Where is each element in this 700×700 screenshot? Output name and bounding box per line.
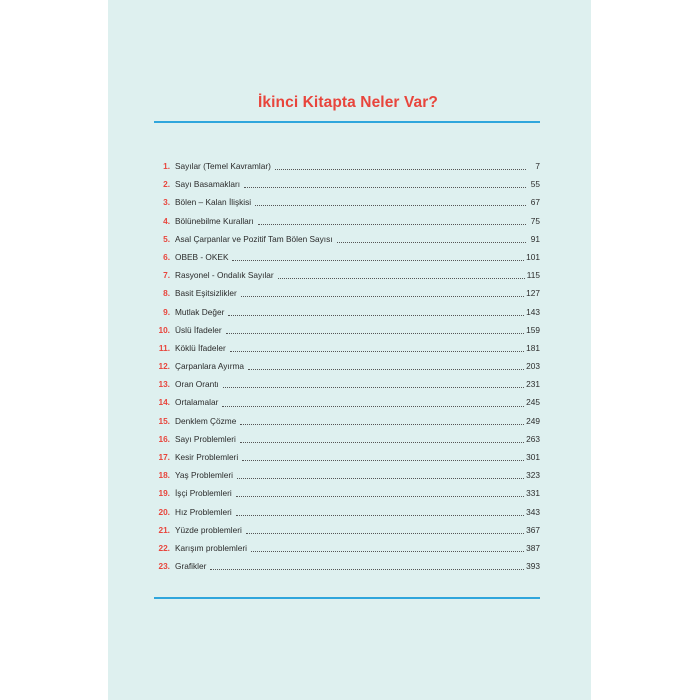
dot-leader	[337, 241, 526, 243]
toc-entry	[148, 539, 540, 557]
toc-entry-number: 13.	[158, 379, 170, 390]
toc-entry-title: Köklü İfadeler	[175, 342, 226, 353]
toc-entry	[148, 521, 540, 539]
toc-entry-page-number: 91	[530, 233, 540, 244]
toc-entry-title: Yüzde problemleri	[175, 524, 242, 535]
toc-entry-page-number: 159	[526, 324, 540, 335]
top-divider	[154, 121, 540, 123]
dot-leader	[237, 477, 524, 479]
dot-leader	[240, 441, 524, 443]
dot-leader	[223, 386, 524, 388]
toc-entry-title: Bölen – Kalan İlişkisi	[175, 197, 252, 208]
toc-entry	[148, 339, 540, 357]
toc-entry-page-number: 231	[526, 379, 540, 390]
toc-entry	[148, 230, 540, 248]
toc-entry	[148, 266, 540, 284]
toc-entry	[148, 248, 540, 266]
toc-entry-number: 1.	[163, 161, 170, 171]
toc-entry-title: Üslü İfadeler	[175, 324, 222, 335]
dot-leader	[275, 168, 526, 170]
toc-entry	[148, 321, 540, 339]
toc-entry	[148, 157, 540, 175]
toc-entry	[148, 412, 540, 430]
dot-leader	[232, 259, 524, 261]
toc-entry-title: Sayılar (Temel Kavramlar)	[175, 161, 271, 171]
toc-entry-title: Basit Eşitsizlikler	[175, 288, 237, 299]
toc-entry	[148, 212, 540, 230]
toc-entry-number: 19.	[158, 488, 170, 499]
toc-entry-page-number: 143	[526, 306, 540, 317]
toc-entry-number: 15.	[158, 415, 170, 426]
toc-entry-number: 16.	[158, 433, 170, 444]
dot-leader	[278, 277, 525, 279]
toc-entry-number: 10.	[158, 324, 170, 335]
toc-entry	[148, 175, 540, 193]
toc-entry-page-number: 203	[526, 361, 540, 372]
toc-entry-number: 5.	[163, 233, 170, 244]
toc-entry-page-number: 101	[526, 251, 540, 262]
toc-entry-number: 6.	[163, 251, 170, 262]
toc-entry-title: Yaş Problemleri	[175, 470, 233, 481]
toc-entry-page-number: 367	[526, 524, 540, 535]
toc-entry	[148, 557, 540, 575]
toc-entry	[148, 357, 540, 375]
toc-entry-number: 11.	[158, 342, 170, 353]
toc-entry	[148, 303, 540, 321]
bottom-divider	[154, 597, 540, 599]
toc-entry-title: Bölünebilme Kuralları	[175, 215, 254, 226]
dot-leader	[255, 204, 526, 206]
toc-entry-number: 9.	[163, 306, 170, 317]
toc-entry-number: 22.	[158, 542, 170, 553]
toc-entry	[148, 484, 540, 502]
dot-leader	[246, 532, 524, 534]
toc-entry	[148, 375, 540, 393]
toc-entry	[148, 503, 540, 521]
dot-leader	[210, 568, 524, 570]
toc-entry-page-number: 127	[526, 288, 540, 299]
toc-entry-title: Hız Problemleri	[175, 506, 232, 517]
book-page	[108, 0, 591, 700]
dot-leader	[251, 550, 524, 552]
toc-entry-number: 2.	[163, 179, 170, 190]
dot-leader	[226, 332, 525, 334]
toc-entry-title: Sayı Problemleri	[175, 433, 236, 444]
dot-leader	[244, 186, 526, 188]
toc-entry-page-number: 115	[526, 270, 540, 281]
toc-entry-page-number: 387	[526, 542, 540, 553]
toc-entry-number: 17.	[158, 452, 170, 462]
toc-entry-number: 8.	[163, 288, 170, 299]
dot-leader	[248, 368, 524, 370]
toc-entry-page-number: 7	[535, 161, 540, 171]
toc-entry-page-number: 343	[526, 506, 540, 517]
dot-leader	[236, 495, 524, 497]
toc-entry-title: Grafikler	[175, 561, 207, 572]
toc-entry-title: Mutlak Değer	[175, 306, 225, 317]
toc-entry-number: 18.	[158, 470, 170, 481]
dot-leader	[222, 405, 524, 407]
toc-entry-title: Rasyonel - Ondalık Sayılar	[175, 270, 274, 281]
dot-leader	[241, 295, 524, 297]
toc-entry-title: Çarpanlara Ayırma	[175, 361, 245, 372]
toc-entry-page-number: 301	[526, 452, 540, 462]
dot-leader	[242, 459, 524, 461]
toc-entry	[148, 448, 540, 466]
toc-entry-title: Asal Çarpanlar ve Pozitif Tam Bölen Sayısı	[175, 233, 333, 244]
toc-entry	[148, 466, 540, 484]
toc-entry-page-number: 55	[530, 179, 540, 190]
dot-leader	[230, 350, 524, 352]
toc-entry-number: 3.	[163, 197, 170, 208]
toc-entry-page-number: 75	[530, 215, 540, 226]
toc-entry-number: 23.	[158, 561, 170, 572]
dot-leader	[240, 423, 524, 425]
toc-entry-title: Denklem Çözme	[175, 415, 237, 426]
toc-entry-title: Kesir Problemleri	[175, 452, 239, 462]
toc-entry-page-number: 249	[526, 415, 540, 426]
dot-leader	[236, 514, 524, 516]
toc-entry-title: Oran Orantı	[175, 379, 219, 390]
toc-entry-title: Ortalamalar	[175, 397, 219, 408]
toc-entry-title: Karışım problemleri	[175, 542, 247, 553]
toc-entry-page-number: 263	[526, 433, 540, 444]
toc-entry	[148, 393, 540, 411]
toc-entry	[148, 284, 540, 302]
toc-entry-page-number: 393	[526, 561, 540, 572]
toc-entry-number: 12.	[158, 361, 170, 372]
table-of-contents	[148, 157, 540, 575]
toc-entry-page-number: 331	[526, 488, 540, 499]
toc-entry	[148, 193, 540, 211]
toc-entry-number: 14.	[158, 397, 170, 408]
toc-entry-number: 21.	[158, 524, 170, 535]
toc-entry-page-number: 323	[526, 470, 540, 481]
toc-entry-number: 7.	[163, 270, 170, 281]
toc-entry-page-number: 67	[530, 197, 540, 208]
toc-entry	[148, 430, 540, 448]
toc-entry-title: İşçi Problemleri	[175, 488, 232, 499]
toc-entry-number: 4.	[163, 215, 170, 226]
toc-entry-title: OBEB - OKEK	[175, 251, 229, 262]
toc-entry-number: 20.	[158, 506, 170, 517]
dot-leader	[258, 223, 526, 225]
toc-entry-page-number: 181	[526, 342, 540, 353]
toc-entry-page-number: 245	[526, 397, 540, 408]
dot-leader	[228, 314, 524, 316]
toc-entry-title: Sayı Basamakları	[175, 179, 241, 190]
page-title: İkinci Kitapta Neler Var?	[258, 94, 438, 111]
